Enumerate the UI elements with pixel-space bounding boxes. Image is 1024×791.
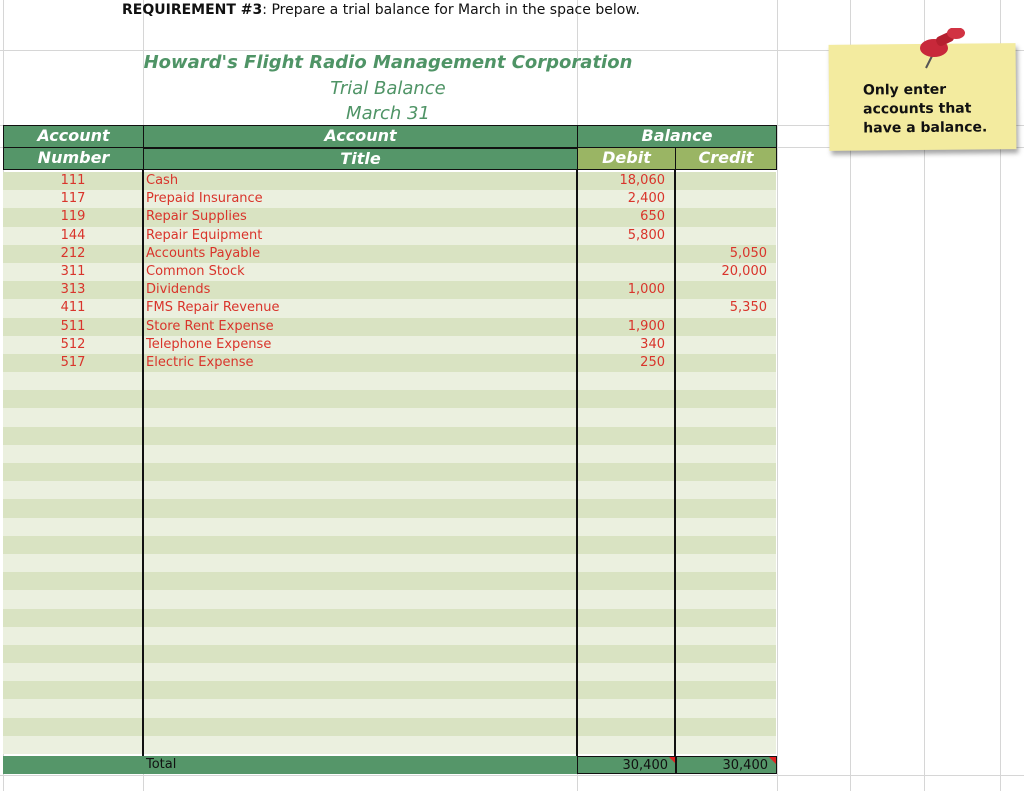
account-number[interactable]: 144	[60, 227, 86, 243]
account-number[interactable]: 117	[60, 191, 86, 207]
table-row	[3, 499, 776, 517]
requirement-instruction: REQUIREMENT #3: Prepare a trial balance for March in the space below.	[122, 2, 640, 18]
table-row	[3, 445, 776, 463]
table-row	[3, 372, 776, 390]
header-account: Account	[3, 125, 144, 148]
table-row	[3, 172, 776, 190]
account-title[interactable]: Cash	[146, 173, 179, 188]
table-row	[3, 554, 776, 572]
account-number[interactable]: 517	[60, 354, 86, 370]
account-title[interactable]: FMS Repair Revenue	[146, 300, 280, 316]
table-row	[3, 208, 776, 226]
table-row	[3, 281, 776, 299]
table-row	[3, 408, 776, 426]
debit-cell[interactable]: 250	[640, 354, 665, 370]
table-row	[3, 390, 776, 408]
debit-cell[interactable]: 18,060	[619, 173, 665, 188]
account-number[interactable]: 111	[60, 173, 86, 188]
account-number[interactable]: 511	[60, 318, 86, 334]
table-row	[3, 663, 776, 681]
account-title[interactable]: Store Rent Expense	[146, 318, 274, 334]
table-row	[3, 518, 776, 536]
account-title[interactable]: Common Stock	[146, 263, 245, 279]
table-row	[3, 645, 776, 663]
table-row	[3, 736, 776, 754]
header-credit: Credit	[675, 147, 777, 170]
table-row	[3, 536, 776, 554]
table-row	[3, 354, 776, 372]
table-row	[3, 427, 776, 445]
table-row	[3, 627, 776, 645]
table-row	[3, 481, 776, 499]
header-number: Number	[3, 147, 144, 170]
table-row	[3, 699, 776, 717]
debit-cell[interactable]: 5,800	[627, 227, 665, 243]
debit-cell[interactable]: 2,400	[627, 191, 665, 207]
header-balance: Balance	[577, 125, 777, 148]
table-row	[3, 336, 776, 354]
account-title[interactable]: Repair Supplies	[146, 209, 247, 225]
table-row	[3, 190, 776, 208]
table-row	[3, 572, 776, 590]
debit-cell[interactable]: 1,900	[627, 318, 665, 334]
table-row	[3, 609, 776, 627]
report-date: March 31	[346, 103, 430, 124]
pushpin-icon	[910, 28, 970, 73]
header-title: Title	[143, 147, 578, 170]
total-debit-value: 30,400	[622, 758, 668, 773]
account-title[interactable]: Telephone Expense	[146, 336, 272, 352]
total-label: Total	[146, 757, 177, 772]
table-row	[3, 681, 776, 699]
comment-indicator-icon	[769, 757, 776, 764]
account-title[interactable]: Accounts Payable	[146, 245, 261, 261]
account-title[interactable]: Electric Expense	[146, 354, 254, 370]
account-number[interactable]: 512	[60, 336, 86, 352]
account-number[interactable]: 411	[60, 300, 86, 316]
debit-cell[interactable]: 650	[640, 209, 665, 225]
debit-cell[interactable]: 1,000	[627, 282, 665, 298]
table-row	[3, 318, 776, 336]
table-row	[3, 718, 776, 736]
sticky-note-text: Only enter accounts that have a balance.	[862, 81, 988, 137]
credit-cell[interactable]: 20,000	[721, 263, 767, 279]
account-number[interactable]: 311	[60, 263, 86, 279]
header-debit: Debit	[577, 147, 676, 170]
table-row	[3, 227, 776, 245]
total-credit-value: 30,400	[722, 758, 768, 773]
account-number[interactable]: 212	[60, 245, 86, 261]
company-name: Howard's Flight Radio Management Corporation	[143, 52, 633, 73]
table-row	[3, 590, 776, 608]
total-row	[3, 756, 776, 774]
header-account-title: Account	[143, 125, 578, 148]
table-row	[3, 263, 776, 281]
debit-cell[interactable]: 340	[640, 336, 665, 352]
account-number[interactable]: 119	[60, 209, 86, 225]
total-debit[interactable]	[577, 756, 677, 774]
account-title[interactable]: Prepaid Insurance	[146, 191, 263, 207]
report-title: Trial Balance	[330, 78, 446, 99]
credit-cell[interactable]: 5,350	[729, 300, 767, 316]
account-title[interactable]: Dividends	[146, 282, 211, 298]
table-row	[3, 245, 776, 263]
credit-cell[interactable]: 5,050	[729, 245, 767, 261]
table-row	[3, 463, 776, 481]
table-row	[3, 299, 776, 317]
account-number[interactable]: 313	[60, 282, 86, 298]
total-credit[interactable]	[675, 756, 777, 774]
trial-balance-rows	[3, 172, 776, 754]
account-title[interactable]: Repair Equipment	[146, 227, 263, 243]
